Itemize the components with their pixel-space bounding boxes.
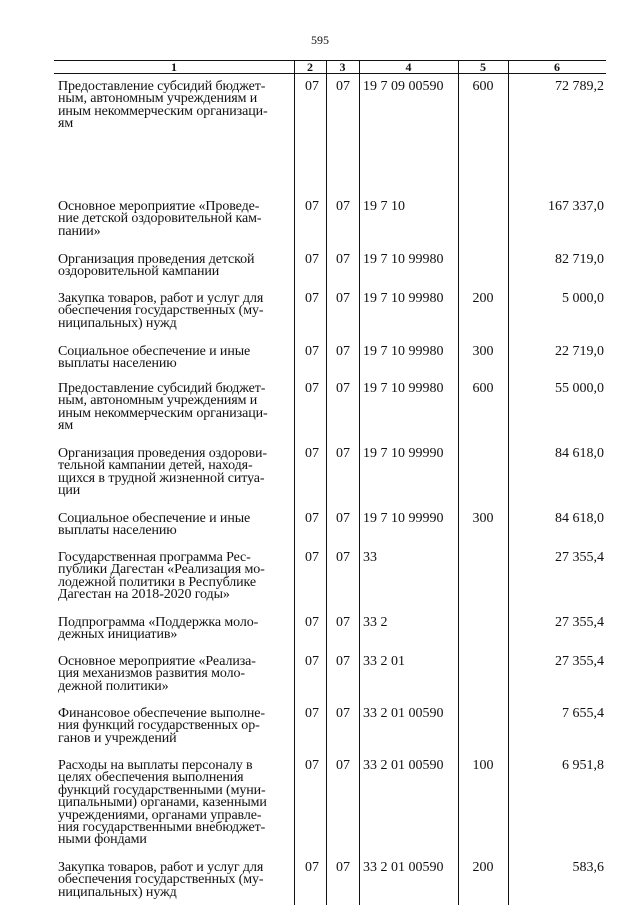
row-subsection: 07 [336, 79, 350, 94]
row-section: 07 [305, 79, 319, 94]
header-col-6: 6 [554, 60, 560, 74]
row-name-line: ции [58, 483, 81, 499]
row-expense-type: 600 [472, 381, 494, 396]
row-name [58, 760, 292, 847]
row-name-line: обеспечения государственных (му- [58, 872, 264, 888]
table-header [54, 60, 606, 74]
row-name-line: иным некоммерческим организаци- [58, 405, 268, 421]
row-subsection: 07 [336, 381, 350, 396]
row-name [58, 383, 292, 433]
row-name-line: ганов и учреждений [58, 730, 177, 746]
row-section: 07 [305, 550, 319, 565]
row-target-code: 19 7 10 99980 [363, 252, 444, 267]
column-divider [359, 60, 360, 905]
row-name-line: Организация проведения детской [58, 252, 255, 267]
row-section: 07 [305, 706, 319, 721]
row-name [58, 617, 292, 642]
row-subsection: 07 [336, 344, 350, 359]
row-name-line: ниципальных) нужд [58, 884, 177, 900]
row-name-line: Дагестан на 2018-2020 годы» [58, 587, 230, 603]
row-subsection: 07 [336, 758, 350, 773]
row-name-line: Основное мероприятие «Реализа- [58, 654, 256, 669]
budget-table [54, 60, 606, 905]
row-amount: 27 355,4 [555, 654, 604, 669]
row-name-line: Предоставление субсидий бюджет- [58, 79, 266, 94]
row-target-code: 19 7 10 [363, 199, 405, 214]
row-section: 07 [305, 446, 319, 461]
row-name-line: ям [58, 116, 74, 132]
row-name-line: Подпрограмма «Поддержка моло- [58, 615, 259, 630]
row-name-line: Закупка товаров, работ и услуг для [58, 860, 264, 875]
row-amount: 583,6 [572, 860, 604, 875]
row-amount: 27 355,4 [555, 550, 604, 565]
row-name [58, 656, 292, 693]
column-divider [326, 60, 327, 905]
row-section: 07 [305, 252, 319, 267]
row-name-line: ние детской оздоровительной кам- [58, 211, 262, 227]
row-expense-type: 200 [472, 860, 494, 875]
row-subsection: 07 [336, 860, 350, 875]
row-subsection: 07 [336, 654, 350, 669]
row-target-code: 33 2 [363, 615, 388, 630]
header-col-3: 3 [339, 60, 346, 74]
row-amount: 22 719,0 [555, 344, 604, 359]
row-subsection: 07 [336, 550, 350, 565]
row-name-line: ниципальных) нужд [58, 315, 177, 331]
row-section: 07 [305, 291, 319, 306]
row-expense-type: 300 [472, 344, 494, 359]
row-name [58, 201, 292, 238]
row-name-line: Организация проведения оздорови- [58, 446, 267, 461]
row-target-code: 19 7 10 99980 [363, 291, 444, 306]
row-name-line: Расходы на выплаты персоналу в [58, 758, 253, 773]
row-target-code: 33 2 01 00590 [363, 860, 444, 875]
row-section: 07 [305, 199, 319, 214]
row-name-line: публики Дагестан «Реализация мо- [58, 562, 265, 578]
row-name-line: обеспечения государственных (му- [58, 303, 264, 319]
row-name [58, 513, 292, 538]
row-name-line: тельной кампании детей, находя- [58, 458, 253, 474]
row-target-code: 33 2 01 00590 [363, 706, 444, 721]
header-col-5: 5 [480, 60, 486, 74]
row-expense-type: 300 [472, 511, 494, 526]
row-target-code: 33 2 01 00590 [363, 758, 444, 773]
row-name-line: щихся в трудной жизненной ситуа- [58, 470, 265, 486]
row-name-line: Закупка товаров, работ и услуг для [58, 291, 264, 306]
row-section: 07 [305, 381, 319, 396]
row-expense-type: 600 [472, 79, 494, 94]
row-name-line: дежной политики» [58, 678, 169, 694]
row-name-line: Предоставление субсидий бюджет- [58, 381, 266, 396]
row-amount: 6 951,8 [562, 758, 604, 773]
row-name-line: учреждениями, органами управле- [58, 807, 262, 823]
row-name-line: ция механизмов развития моло- [58, 666, 245, 682]
row-target-code: 33 2 01 [363, 654, 405, 669]
row-section: 07 [305, 860, 319, 875]
row-amount: 84 618,0 [555, 446, 604, 461]
row-expense-type: 100 [472, 758, 494, 773]
row-subsection: 07 [336, 291, 350, 306]
row-subsection: 07 [336, 615, 350, 630]
row-name-line: Социальное обеспечение и иные [58, 344, 251, 359]
row-name-line: Финансовое обеспечение выполне- [58, 706, 265, 721]
row-name-line: ям [58, 418, 74, 434]
row-section: 07 [305, 344, 319, 359]
row-section: 07 [305, 758, 319, 773]
row-name-line: дежных инициатив» [58, 627, 178, 643]
row-amount: 167 337,0 [548, 199, 604, 214]
row-target-code: 19 7 10 99990 [363, 511, 444, 526]
row-name-line: ными фондами [58, 832, 147, 848]
header-col-4: 4 [405, 60, 412, 74]
row-name-line: лодежной политики в Республике [58, 574, 256, 590]
row-name-line: функций государственными (муни- [58, 782, 266, 798]
row-section: 07 [305, 615, 319, 630]
row-name [58, 862, 292, 899]
page-number: 595 [311, 33, 329, 47]
row-subsection: 07 [336, 199, 350, 214]
row-name [58, 448, 292, 498]
row-target-code: 19 7 10 99990 [363, 446, 444, 461]
row-subsection: 07 [336, 252, 350, 267]
row-subsection: 07 [336, 706, 350, 721]
row-section: 07 [305, 654, 319, 669]
row-name-line: Основное мероприятие «Проведе- [58, 199, 260, 214]
row-name-line: целях обеспечения выполнения [58, 770, 244, 786]
row-name-line: пании» [58, 223, 101, 239]
row-name-line: ципальными) органами, казенными [58, 795, 267, 811]
row-name [58, 346, 292, 371]
column-divider [294, 60, 295, 905]
row-amount: 72 789,2 [555, 79, 604, 94]
header-col-1: 1 [171, 60, 177, 74]
column-divider [458, 60, 459, 905]
row-name [58, 81, 292, 131]
row-name-line: ным, автономным учреждениям и [58, 393, 258, 409]
row-amount: 7 655,4 [562, 706, 604, 721]
row-name-line: ния государственными внебюджет- [58, 820, 266, 836]
row-amount: 55 000,0 [555, 381, 604, 396]
row-target-code: 19 7 09 00590 [363, 79, 444, 94]
row-name-line: иным некоммерческим организаци- [58, 103, 268, 119]
row-subsection: 07 [336, 446, 350, 461]
row-section: 07 [305, 511, 319, 526]
row-name [58, 708, 292, 745]
row-name [58, 293, 292, 330]
column-divider [508, 60, 509, 905]
row-target-code: 19 7 10 99980 [363, 381, 444, 396]
row-name [58, 254, 292, 279]
row-expense-type: 200 [472, 291, 494, 306]
row-amount: 82 719,0 [555, 252, 604, 267]
row-amount: 27 355,4 [555, 615, 604, 630]
row-name-line: выплаты населению [58, 356, 177, 372]
row-amount: 5 000,0 [562, 291, 604, 306]
row-name-line: оздоровительной кампании [58, 264, 220, 280]
row-name-line: Социальное обеспечение и иные [58, 511, 251, 526]
row-subsection: 07 [336, 511, 350, 526]
header-col-2: 2 [307, 60, 313, 74]
row-name-line: выплаты населению [58, 523, 177, 539]
row-name [58, 552, 292, 602]
row-name-line: Государственная программа Рес- [58, 550, 251, 565]
row-target-code: 19 7 10 99980 [363, 344, 444, 359]
row-name-line: ным, автономным учреждениям и [58, 91, 258, 107]
row-amount: 84 618,0 [555, 511, 604, 526]
row-name-line: ния функций государственных ор- [58, 718, 260, 734]
row-target-code: 33 [363, 550, 377, 565]
